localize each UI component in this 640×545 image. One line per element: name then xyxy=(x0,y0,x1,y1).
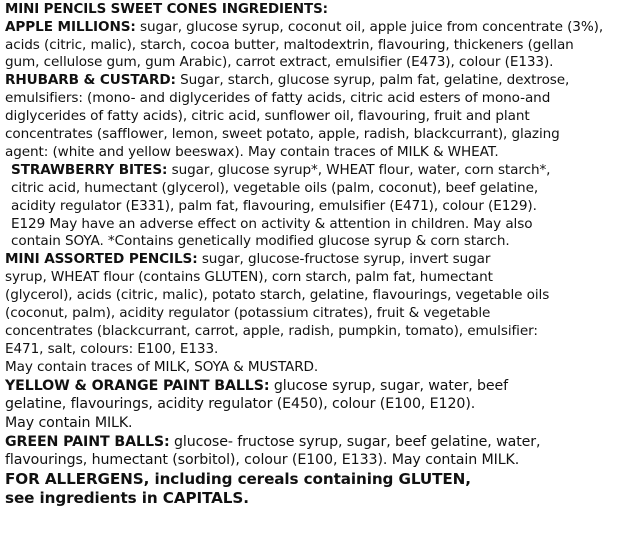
section-apple-millions xyxy=(5,19,636,73)
section-yellow-orange-paint-balls xyxy=(5,377,636,433)
ingredient-text: (coconut, palm), acidity regulator (potassium citrates), fruit & vegetable xyxy=(5,305,491,322)
ingredient-text: emulsifiers: (mono- and diglycerides of fatty acids, citric acid esters of mono-and xyxy=(5,90,551,107)
ingredient-text: sugar, glucose syrup, coconut oil, apple juice from concentrate (3%), xyxy=(135,18,604,35)
ingredient-line xyxy=(5,287,636,305)
ingredient-line xyxy=(5,144,636,162)
ingredient-line xyxy=(11,162,636,180)
ingredient-line xyxy=(5,395,636,414)
ingredient-line xyxy=(5,341,636,359)
ingredient-line xyxy=(5,414,636,433)
ingredient-text: Sugar, starch, glucose syrup, palm fat, gelatine, dextrose, xyxy=(175,72,570,89)
ingredient-line xyxy=(5,72,636,90)
ingredient-text: acids (citric, malic), starch, cocoa butter, maltodextrin, flavouring, thickeners (gellan xyxy=(5,36,574,53)
ingredient-text: glucose- fructose syrup, sugar, beef gelatine, water, xyxy=(169,433,541,450)
product-name: APPLE MILLIONS: xyxy=(5,18,136,35)
ingredient-text: gelatine, flavourings, acidity regulator (E450), colour (E100, E120). xyxy=(5,396,476,413)
ingredient-text: citric acid, humectant (glycerol), vegetable oils (palm, coconut), beef gelatine, xyxy=(11,179,539,196)
ingredient-line xyxy=(5,19,636,37)
label-title: MINI PENCILS SWEET CONES INGREDIENTS: xyxy=(5,2,328,17)
ingredient-text: sugar, glucose syrup*, WHEAT flour, water, corn starch*, xyxy=(167,161,551,178)
ingredient-line xyxy=(5,108,636,126)
ingredient-text: May contain MILK. xyxy=(5,414,133,431)
ingredient-line xyxy=(5,269,636,287)
ingredient-line xyxy=(5,323,636,341)
product-name: YELLOW & ORANGE PAINT BALLS: xyxy=(5,377,270,394)
ingredient-line xyxy=(5,305,636,323)
ingredient-text: agent: (white and yellow beeswax). May contain traces of MILK & WHEAT. xyxy=(5,143,499,160)
ingredient-line xyxy=(5,37,636,55)
ingredient-line xyxy=(11,216,636,234)
ingredient-text: glucose syrup, sugar, water, beef xyxy=(269,377,509,394)
ingredient-text: contain SOYA. *Contains genetically modified glucose syrup & corn starch. xyxy=(11,233,510,250)
section-green-paint-balls xyxy=(5,433,636,470)
ingredient-text: gum, cellulose gum, gum Arabic), carrot extract, emulsifier (E473), colour (E133). xyxy=(5,54,554,71)
ingredient-text: E129 May have an adverse effect on activity & attention in children. May also xyxy=(11,215,533,232)
allergen-line: see ingredients in CAPITALS. xyxy=(5,489,249,508)
ingredient-text: diglycerides of fatty acids), citric acid, sunflower oil, flavouring, fruit and plant xyxy=(5,108,530,125)
ingredient-line xyxy=(11,233,636,251)
ingredient-line xyxy=(5,90,636,108)
ingredient-line xyxy=(5,126,636,144)
ingredient-line xyxy=(5,451,636,470)
ingredient-line xyxy=(11,198,636,216)
section-allergen-statement xyxy=(5,470,636,509)
allergen-line: FOR ALLERGENS, including cereals containing GLUTEN, xyxy=(5,469,471,488)
ingredient-line xyxy=(5,433,636,452)
ingredient-line xyxy=(11,180,636,198)
ingredient-line xyxy=(5,359,636,377)
section-mini-assorted-pencils xyxy=(5,251,636,376)
product-name: STRAWBERRY BITES: xyxy=(11,161,168,178)
product-name: RHUBARB & CUSTARD: xyxy=(5,72,176,89)
ingredient-text: acidity regulator (E331), palm fat, flavouring, emulsifier (E471), colour (E129). xyxy=(11,197,537,214)
ingredient-line xyxy=(5,251,636,269)
ingredient-text: May contain traces of MILK, SOYA & MUSTARD. xyxy=(5,358,319,375)
ingredient-text: E471, salt, colours: E100, E133. xyxy=(5,340,219,357)
ingredient-text: concentrates (blackcurrant, carrot, apple, radish, pumpkin, tomato), emulsifier: xyxy=(5,323,538,339)
section-strawberry-bites xyxy=(5,162,636,252)
ingredient-text: sugar, glucose-fructose syrup, invert sugar xyxy=(197,251,491,268)
ingredient-text: (glycerol), acids (citric, malic), potato starch, gelatine, flavourings, vegetable oils xyxy=(5,287,550,304)
product-name: GREEN PAINT BALLS: xyxy=(5,433,170,450)
ingredient-text: concentrates (safflower, lemon, sweet potato, apple, radish, blackcurrant), glazing xyxy=(5,126,560,143)
ingredient-text: syrup, WHEAT flour (contains GLUTEN), corn starch, palm fat, humectant xyxy=(5,269,493,286)
section-rhubarb-custard xyxy=(5,72,636,162)
product-name: MINI ASSORTED PENCILS: xyxy=(5,251,198,268)
ingredient-line xyxy=(5,377,636,396)
ingredient-line xyxy=(5,54,636,72)
ingredient-text: flavourings, humectant (sorbitol), colour (E100, E133). May contain MILK. xyxy=(5,452,520,469)
